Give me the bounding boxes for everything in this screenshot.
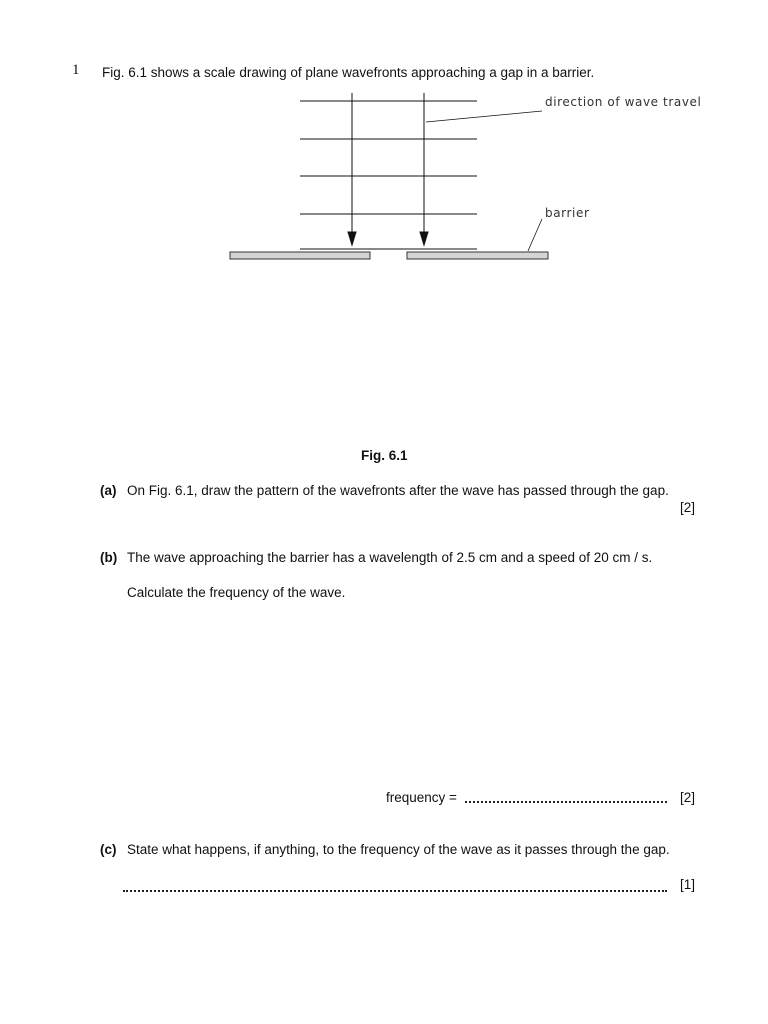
part-c-answer-line[interactable] [123, 890, 667, 892]
question-number: 1 [72, 62, 80, 78]
figure-caption: Fig. 6.1 [361, 448, 408, 463]
barrier-right [407, 252, 548, 259]
part-a-label: (a) [100, 483, 117, 498]
part-a-text: On Fig. 6.1, draw the pattern of the wavefronts after the wave has passed through the gap. [127, 483, 669, 498]
frequency-answer-label: frequency = [386, 790, 457, 805]
part-c-label: (c) [100, 842, 117, 857]
part-b-marks: [2] [680, 790, 696, 805]
question-intro: Fig. 6.1 shows a scale drawing of plane wavefronts approaching a gap in a barrier. [102, 65, 595, 80]
direction-leader-line [426, 111, 542, 122]
arrowhead-right [420, 232, 428, 245]
arrowhead-left [348, 232, 356, 245]
barrier-left [230, 252, 370, 259]
part-c-text: State what happens, if anything, to the frequency of the wave as it passes through the gap. [127, 842, 670, 857]
part-b-instruction: Calculate the frequency of the wave. [127, 585, 346, 600]
barrier-leader-line [528, 219, 542, 251]
barrier-label: barrier [545, 206, 590, 220]
direction-label: direction of wave travel [545, 95, 702, 109]
wavefront-figure [0, 0, 768, 300]
part-c-marks: [1] [680, 877, 696, 892]
part-b-label: (b) [100, 550, 118, 565]
part-b-text: The wave approaching the barrier has a wavelength of 2.5 cm and a speed of 20 cm / s. [127, 550, 653, 565]
frequency-answer-line[interactable] [465, 801, 667, 803]
part-a-marks: [2] [680, 500, 696, 515]
